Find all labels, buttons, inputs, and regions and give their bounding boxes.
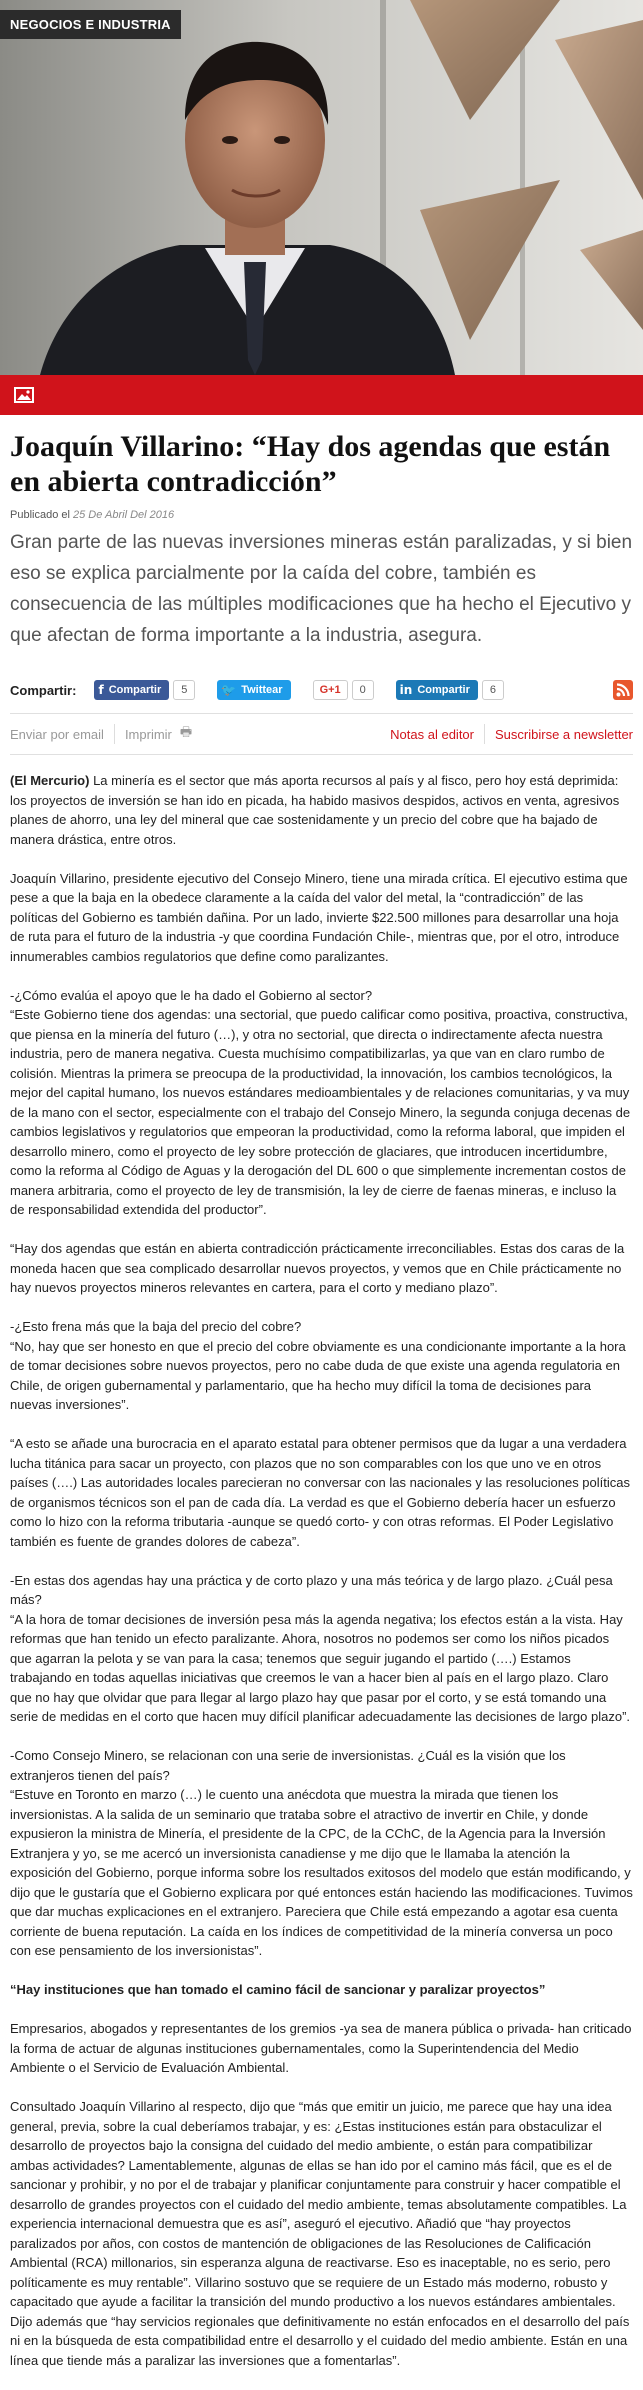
google-plus-button[interactable]: G+1 xyxy=(313,680,348,700)
section-subheading: “Hay instituciones que han tomado el camino fácil de sancionar y paralizar proyectos” xyxy=(10,1982,546,1997)
hero-image xyxy=(0,0,643,375)
share-label: Compartir: xyxy=(10,682,77,698)
facebook-share-count: 5 xyxy=(173,680,195,700)
printer-icon[interactable]: 🖶 xyxy=(179,725,193,740)
interview-block xyxy=(10,1317,633,1415)
editor-notes-link[interactable]: Notas al editor xyxy=(390,726,474,742)
paragraph: “Hay dos agendas que están en abierta contradicción prácticamente irreconciliables. Estas dos caras de la moneda hacen que sea complicado desarrollar nuevos proyectos, y vemos que en Chile prácticamente no hay nuevos proyectos mineros relevantes en cartera, para el corto y mediano plazo”. xyxy=(10,1241,625,1295)
interview-block xyxy=(10,986,633,1220)
interview-answer: “Estuve en Toronto en marzo (…) le cuento una anécdota que muestra la mirada que tienen los inversionistas. A la salida de un seminario que trataba sobre el atractivo de invertir en Chile, y donde expusieron la ministra de Minería, el presidente de la CPC, de la CChC, de la Agencia para la Inversión Extranjera y yo, se me acercó un inversionista canadiense y me dijo que le llamaba la atención la exposición del Gobierno, porque informa sobre los resultados exitosos del modelo que están modificando, y dijo que le gustaría que el Gobierno explicara por qué entonces están haciendo las modificaciones. Tuvimos que dar muchas explicaciones en el extranjero. Pareciera que Chile está empezando a agotar esa cuenta corriente de buena reputación. La caída en los índices de competitividad de la minería conversa un poco con ese pensamiento de los inversionistas”. xyxy=(10,1787,633,1958)
facebook-icon: f xyxy=(98,683,104,697)
section-tag[interactable]: NEGOCIOS E INDUSTRIA xyxy=(0,10,181,39)
article-title: Joaquín Villarino: “Hay dos agendas que están en abierta contradicción” xyxy=(10,430,611,498)
paragraph: Consultado Joaquín Villarino al respecto, dijo que “más que emitir un juicio, me parece que hay una idea general, previa, sobre la cual deberíamos trabajar, y es: ¿Estas instituciones están para obstaculizar el desarrollo de proyectos bajo la consigna del cuidado del medio ambiente, o están para compatibilizar ambas actividades? Lamentablemente, algunas de ellas se han ido por el camino más fácil, que es el de sancionar y prohibir, y no por el de trabajar y planificar conjuntamente para construir y hacer compatible el desarrollo de grandes proyectos con el cuidado del medio ambiente, temas absolutamente compatibles. La experiencia internacional demuestra que es así”, aseguró el ejecutivo. Añadió que “hay proyectos paralizados por años, con costos de mantención de obligaciones de las Resoluciones de Calificación Ambiental (RCA) millonarios, sin esperanza alguna de reactivarse. Eso es inaceptable, no es serio, pero políticamente es muy rentable”. Villarino sostuvo que se requiere de un Estado más moderno, robusto y capacitado que ayude a facilitar la transición del mundo productivo a los nuevos estándares ambientales. Dijo además que “hay servicios regionales que definitivamente no están enfocados en el desarrollo del país ni en la búsqueda de esta compatibilidad entre el desarrollo y el cuidado del medio ambiente. Están en una línea que tiende más a paralizar las inversiones que a fomentarlas”. xyxy=(10,2099,630,2368)
published-date: 25 De Abril Del 2016 xyxy=(73,509,175,521)
facebook-share-button[interactable] xyxy=(94,680,169,700)
google-plus-count: 0 xyxy=(352,680,374,700)
email-link[interactable]: Enviar por email xyxy=(10,726,104,742)
source-label: (El Mercurio) xyxy=(10,773,90,788)
paragraph: “A esto se añade una burocracia en el aparato estatal para obtener permisos que da lugar a una verdadera lucha titánica para sacar un proyecto, con plazos que no son comparables con los que uno ve en otros países (….) Las autoridades locales parecieran no conversar con las nacionales y las resoluciones políticas de organismos técnicos son el pan de cada día. La verdad es que el Gobierno debería hacer un esfuerzo como lo hizo con la reforma tributaria -aunque se quedó corto- y con otras reformas. El Poder Legislativo también es fuente de grandes dolores de cabeza”. xyxy=(10,1436,630,1549)
twitter-icon: 🐦 xyxy=(221,683,237,697)
divider xyxy=(10,713,633,714)
divider xyxy=(484,724,485,744)
linkedin-share-count: 6 xyxy=(482,680,504,700)
interview-question: -En estas dos agendas hay una práctica y de corto plazo y una más teórica y de largo plazo. ¿Cuál pesa más? xyxy=(10,1572,613,1607)
share-bar xyxy=(10,677,633,703)
paragraph: Empresarios, abogados y representantes de los gremios -ya sea de manera pública o privada- han criticado la forma de actuar de algunas instituciones gubernamentales, como la Superintendencia del Medio Ambiente o el Servicio de Evaluación Ambiental. xyxy=(10,2021,632,2075)
linkedin-share-button[interactable] xyxy=(396,680,478,700)
linkedin-icon: in xyxy=(399,683,413,697)
published-label: Publicado el xyxy=(10,509,70,521)
photo-gallery-bar[interactable] xyxy=(0,375,643,415)
twitter-share-label: Twittear xyxy=(241,684,283,696)
hero-photo xyxy=(0,0,643,375)
divider xyxy=(114,724,115,744)
published-line xyxy=(10,509,633,521)
paragraph xyxy=(10,771,633,849)
interview-answer: “No, hay que ser honesto en que el precio del cobre obviamente es una condicionante importante a la hora de tomar decisiones sobre nuevos proyectos, pero no cabe duda de que existe una agenda regulatoria en Chile, de origen gubernamental y parlamentario, que ha hecho muy difícil la toma de decisiones para nuevas inversiones”. xyxy=(10,1338,626,1412)
article-body xyxy=(10,771,633,2370)
article-tools xyxy=(10,724,633,744)
article-lead: Gran parte de las nuevas inversiones mineras están paralizadas, y si bien eso se explica parcialmente por la caída del cobre, también es consecuencia de las múltiples modificaciones que ha hecho el Ejecutivo y que afectan de forma importante a la industria, asegura. xyxy=(10,532,633,646)
interview-block xyxy=(10,1746,633,1961)
image-icon[interactable] xyxy=(14,387,34,403)
interview-question: -¿Esto frena más que la baja del precio del cobre? xyxy=(10,1319,302,1334)
linkedin-share-label: Compartir xyxy=(417,684,470,696)
divider xyxy=(10,754,633,755)
newsletter-link[interactable]: Suscribirse a newsletter xyxy=(495,726,633,742)
interview-question: -Como Consejo Minero, se relacionan con una serie de inversionistas. ¿Cuál es la visión que los extranjeros tienen del país? xyxy=(10,1748,566,1783)
interview-answer: “Este Gobierno tiene dos agendas: una sectorial, que puedo calificar como positiva, proactiva, constructiva, que piensa en la minería del futuro (…), y otra no sectorial, que directa o indirectamente afecta nuestra industria, pero de manera negativa. Cuesta muchísimo compatibilizarlas, ya que van en claro rumbo de colisión. Mientras la primera se preocupa de la productividad, la innovación, los cambios tecnológicos, la mejor del capital humano, los nuevos estándares medioambientales y de relaciones comunitarias, y va muy de la mano con el sector, especialmente con el trabajo del Consejo Minero, la segunda conjuga decenas de cambios legislativos y regulatorios que empeoran la productividad, como la reforma laboral, que impiden el desarrollo minero, como el proyecto de ley sobre protección de glaciares, que introducen incertidumbre, como la reforma al Código de Aguas y la derogación del DL 600 o que simplemente incrementan costos de manera arbitraria, como el proyecto de ley de transmisión, la ley de cierre de faenas mineras, e incluso la de responsabilidad extendida del productor”. xyxy=(10,1007,631,1217)
interview-question: -¿Cómo evalúa el apoyo que le ha dado el Gobierno al sector? xyxy=(10,987,373,1003)
twitter-share-button[interactable] xyxy=(217,680,290,700)
paragraph-text: La minería es el sector que más aporta recursos al país y al fisco, pero hoy está deprimida: los proyectos de inversión se han ido en picada, ha habido masivos despidos, activos en venta, agresivos planes de ahorro, una ley del mineral que cae sostenidamente y un precio del cobre que ha bajado de manera drástica, entre otros. xyxy=(10,773,620,847)
rss-icon[interactable] xyxy=(613,680,633,700)
paragraph: Joaquín Villarino, presidente ejecutivo del Consejo Minero, tiene una mirada crítica. El ejecutivo estima que pese a que la baja en la obedece claramente a la caída del valor del metal, la “contradicción” de las políticas del Gobierno es también dañina. Por un lado, invierte $22.500 millones para desarrollar una hoja de ruta para el futuro de la industria -y que coordina Fundación Chile-, mientras que, por el otro, introduce innumerables cambios regulatorios que define como paralizantes. xyxy=(10,870,628,964)
facebook-share-label: Compartir xyxy=(108,684,162,696)
print-link[interactable]: Imprimir xyxy=(124,726,172,742)
interview-block xyxy=(10,1571,633,1727)
interview-answer: “A la hora de tomar decisiones de inversión pesa más la agenda negativa; los efectos están a la vista. Hay reformas que han tenido un efecto paralizante. Ahora, nosotros no podemos ser como los niños picados que agarran la pelota y se van para la casa; tenemos que seguir jugando el partido (….) Estamos trabajando en todas aquellas iniciativas que creemos le van a hacer bien al país en el largo plazo. Claro que no hay que olvidar que para llegar al largo plazo hay que pasar por el corto, y se está tomando una serie de medidas en el corto que hacen muy difícil planificar adecuadamente las decisiones de largo plazo”. xyxy=(10,1611,631,1724)
